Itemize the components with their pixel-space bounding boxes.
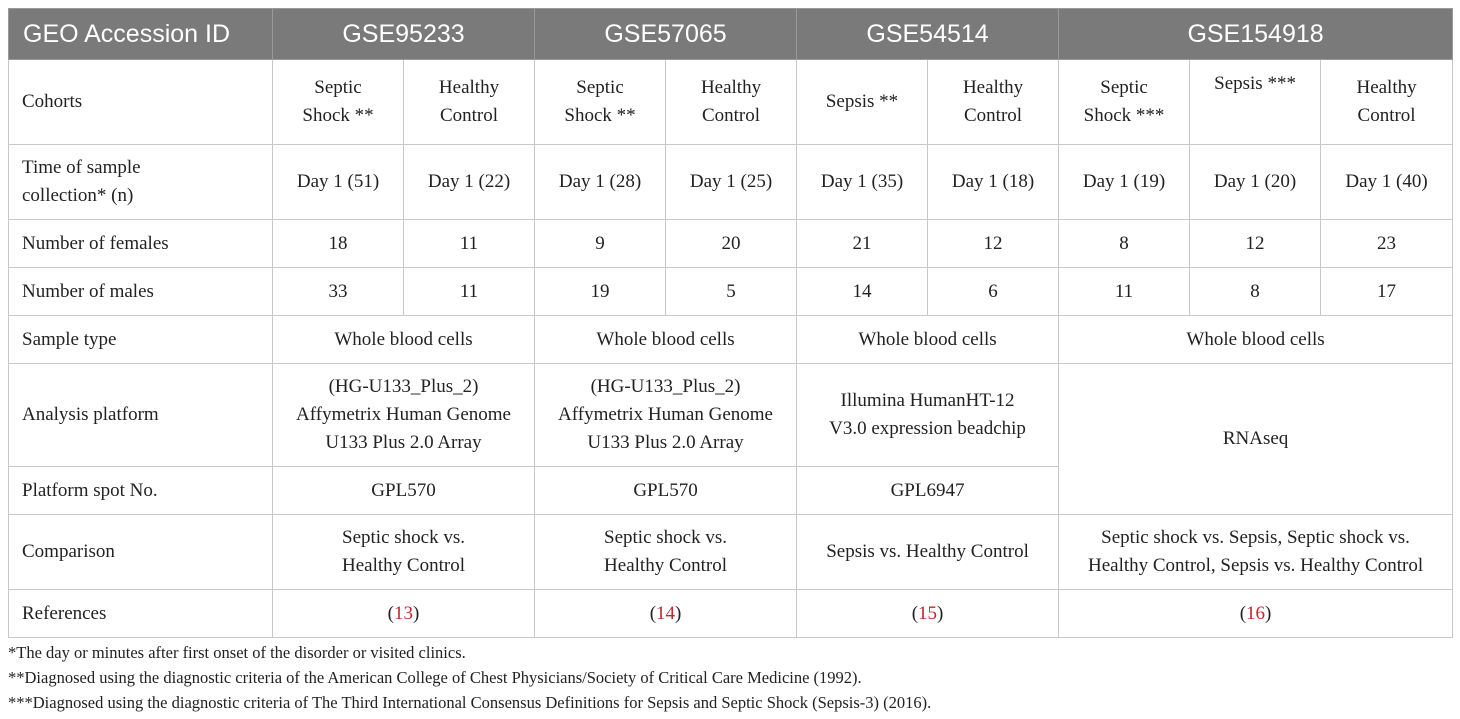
reference-link[interactable]: 13 [394, 602, 413, 624]
males-cell: 19 [535, 268, 666, 316]
time-cell: Day 1 (40) [1321, 145, 1453, 220]
row-cohorts [9, 60, 1453, 145]
males-cell: 17 [1321, 268, 1453, 316]
cohort-cell: Healthy Control [928, 60, 1059, 145]
platform-cell: (HG-U133_Plus_2) Affymetrix Human Genome U133 Plus 2.0 Array [535, 364, 797, 467]
reference-link[interactable]: 16 [1246, 602, 1266, 624]
header-gse54514: GSE54514 [797, 9, 1059, 60]
cohort-cell: Septic Shock ** [273, 60, 404, 145]
males-cell: 14 [797, 268, 928, 316]
reference-link[interactable]: 15 [918, 602, 938, 624]
cohort-cell: Sepsis *** [1190, 60, 1321, 145]
reference-cell: (15) [797, 590, 1059, 638]
row-comparison [9, 515, 1453, 590]
cohort-cell: Healthy Control [404, 60, 535, 145]
females-cell: 21 [797, 220, 928, 268]
header-gse154918: GSE154918 [1059, 9, 1453, 60]
row-time-of-sample-collection [9, 145, 1453, 220]
females-cell: 12 [928, 220, 1059, 268]
time-cell: Day 1 (20) [1190, 145, 1321, 220]
time-cell: Day 1 (28) [535, 145, 666, 220]
row-label: Number of males [9, 268, 273, 316]
time-cell: Day 1 (51) [273, 145, 404, 220]
cohort-cell: Healthy Control [1321, 60, 1453, 145]
reference-cell: (16) [1059, 590, 1453, 638]
row-analysis-platform [9, 364, 1453, 467]
males-cell: 6 [928, 268, 1059, 316]
females-cell: 23 [1321, 220, 1453, 268]
row-label: References [9, 590, 273, 638]
comparison-cell: Septic shock vs. Healthy Control [273, 515, 535, 590]
time-cell: Day 1 (25) [666, 145, 797, 220]
row-label: Number of females [9, 220, 273, 268]
sample-type-cell: Whole blood cells [797, 316, 1059, 364]
spot-cell: GPL6947 [797, 467, 1059, 515]
footnote: *The day or minutes after first onset of the disorder or visited clinics. [8, 643, 466, 662]
males-cell: 11 [1059, 268, 1190, 316]
males-cell: 8 [1190, 268, 1321, 316]
spot-cell: GPL570 [535, 467, 797, 515]
cohort-cell: Septic Shock ** [535, 60, 666, 145]
row-number-of-males [9, 268, 1453, 316]
footnote: ***Diagnosed using the diagnostic criteria of The Third International Consensus Definitions for Sepsis and Septic Shock (Sepsis-3) (2016). [8, 693, 932, 712]
row-label: Analysis platform [9, 364, 273, 467]
females-cell: 20 [666, 220, 797, 268]
table-footnotes [8, 640, 1452, 715]
time-cell: Day 1 (22) [404, 145, 535, 220]
platform-cell-rnaseq: RNAseq [1059, 364, 1453, 515]
females-cell: 11 [404, 220, 535, 268]
sample-type-cell: Whole blood cells [1059, 316, 1453, 364]
footnote: **Diagnosed using the diagnostic criteria of the American College of Chest Physicians/Society of Critical Care Medicine (1992). [8, 668, 862, 687]
row-number-of-females [9, 220, 1453, 268]
row-label: Platform spot No. [9, 467, 273, 515]
comparison-cell: Sepsis vs. Healthy Control [797, 515, 1059, 590]
females-cell: 8 [1059, 220, 1190, 268]
header-geo-accession-id: GEO Accession ID [9, 9, 273, 60]
females-cell: 12 [1190, 220, 1321, 268]
header-row [9, 9, 1453, 60]
row-label: Sample type [9, 316, 273, 364]
platform-cell: (HG-U133_Plus_2) Affymetrix Human Genome U133 Plus 2.0 Array [273, 364, 535, 467]
spot-cell: GPL570 [273, 467, 535, 515]
males-cell: 11 [404, 268, 535, 316]
cohort-cell: Septic Shock *** [1059, 60, 1190, 145]
sample-type-cell: Whole blood cells [273, 316, 535, 364]
platform-cell: Illumina HumanHT-12 V3.0 expression beadchip [797, 364, 1059, 467]
row-label: Comparison [9, 515, 273, 590]
time-cell: Day 1 (19) [1059, 145, 1190, 220]
reference-link[interactable]: 14 [656, 602, 676, 624]
cohort-cell: Sepsis ** [797, 60, 928, 145]
geo-dataset-table [8, 8, 1453, 638]
time-cell: Day 1 (35) [797, 145, 928, 220]
row-sample-type [9, 316, 1453, 364]
header-gse57065: GSE57065 [535, 9, 797, 60]
header-gse95233: GSE95233 [273, 9, 535, 60]
reference-cell: (13) [273, 590, 535, 638]
row-references [9, 590, 1453, 638]
reference-cell: (14) [535, 590, 797, 638]
females-cell: 18 [273, 220, 404, 268]
males-cell: 5 [666, 268, 797, 316]
comparison-cell: Septic shock vs. Sepsis, Septic shock vs. Healthy Control, Sepsis vs. Healthy Control [1059, 515, 1453, 590]
comparison-cell: Septic shock vs. Healthy Control [535, 515, 797, 590]
row-label: Cohorts [9, 60, 273, 145]
sample-type-cell: Whole blood cells [535, 316, 797, 364]
males-cell: 33 [273, 268, 404, 316]
time-cell: Day 1 (18) [928, 145, 1059, 220]
row-label: Time of sample collection* (n) [9, 145, 273, 220]
females-cell: 9 [535, 220, 666, 268]
cohort-cell: Healthy Control [666, 60, 797, 145]
